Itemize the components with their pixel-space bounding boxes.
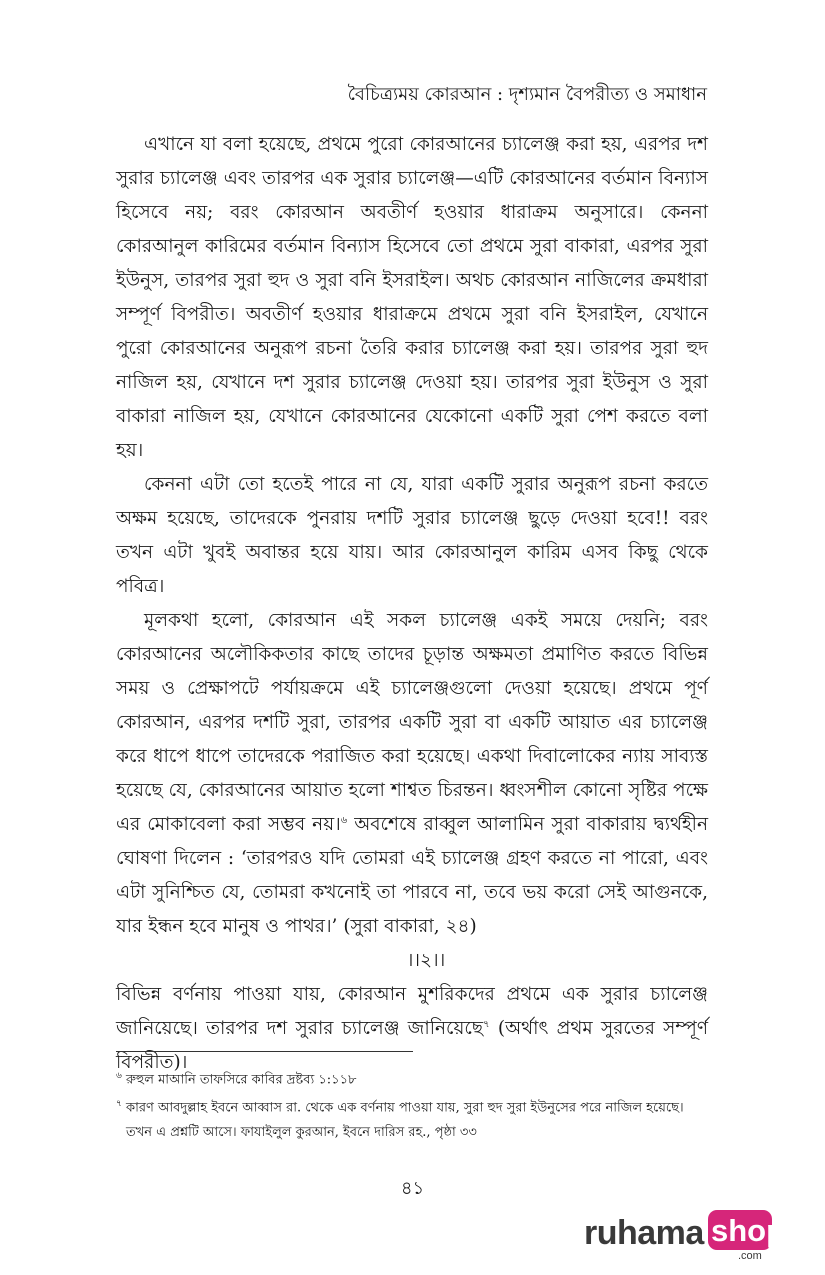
footnote-ref-6[interactable]: ৬ [340, 814, 348, 826]
page-number: ৪১ [400, 1178, 425, 1199]
main-text [116, 128, 708, 1080]
paragraph-3-text-a: মূলকথা হলো, কোরআন এই সকল চ্যালেঞ্জ একই সময়ে দেয়নি; বরং কোরআনের অলৌকিকতার কাছে তাদের চূড়ান্ত অক্ষমতা প্রমাণিত করতে বিভিন্ন সময় ও প্রেক্ষাপটে পর্যায়ক্রমে এই চ্যালেঞ্জগুলো দেওয়া হয়েছে। প্রথমে পূর্ণ কোরআন, এরপর দশটি সুরা, তারপর একটি সুরা বা একটি আয়াত এর চ্যালেঞ্জ করে ধাপে ধাপে তাদেরকে পরাজিত করা হয়েছে। একথা দিবালোকের ন্যায় সাব্যস্ত হয়েছে যে, কোরআনের আয়াত হলো শাশ্বত চিরন্তন। ধ্বংসশীল কোনো সৃষ্টির পক্ষে এর মোকাবেলা করা সম্ভব নয়। [116, 610, 708, 835]
logo-brand-text: ruhama [584, 1214, 704, 1252]
logo-domain-text: .com [738, 1250, 762, 1262]
section-number: ।।২।। [406, 950, 446, 971]
running-header: বৈচিত্র্যময় কোরআন : দৃশ্যমান বৈপরীত্য ও সমাধান [347, 84, 707, 105]
paragraph-3 [116, 604, 708, 944]
footnote-7 [116, 1092, 708, 1144]
footnote-text: রুহুল মাআনি তাফসিরে কাবির দ্রষ্টব্য ১:১১৮ [121, 1072, 357, 1088]
paragraph-3-text-b: অবশেষে রাব্বুল আলামিন সুরা বাকারায় দ্ব্যর্থহীন ঘোষণা দিলেন : ‘তারপরও যদি তোমরা এই চ্যালেঞ্জ গ্রহণ করতে না পারো, এবং এটা সুনিশ্চিত যে, তোমরা কখনোই তা পারবে না, তবে ভয় করো সেই আগুনকে, যার ইন্ধন হবে মানুষ ও পাথর।’ (সুরা বাকারা, ২৪) [116, 814, 708, 937]
paragraph-4-text-b: (অর্থাৎ প্রথম সুরতের সম্পূর্ণ বিপরীত)। [116, 1018, 709, 1073]
footnote-text: কারণ আবদুল্লাহ ইবনে আব্বাস রা. থেকে এক বর্ণনায় পাওয়া যায়, সুরা হুদ সুরা ইউনুসের পরে নাজিল হয়েছে। তখন এ প্রশ্নটি আসে। ফাযাইলুল কুরআন, ইবনে দারিস রহ., পৃষ্ঠা ৩৩ [121, 1100, 684, 1140]
footnote-ref-7[interactable]: ৭ [483, 1018, 490, 1030]
paragraph-4-text-a: বিভিন্ন বর্ণনায় পাওয়া যায়, কোরআন মুশরিকদের প্রথমে এক সুরার চ্যালেঞ্জ জানিয়েছে। তারপর দশ সুরার চ্যালেঞ্জ জানিয়েছে [116, 984, 708, 1039]
footnote-mark: ৭ [116, 1099, 122, 1110]
paragraph-1: এখানে যা বলা হয়েছে, প্রথমে পুরো কোরআনের চ্যালেঞ্জ করা হয়, এরপর দশ সুরার চ্যালেঞ্জ এবং তারপর এক সুরার চ্যালেঞ্জ—এটি কোরআনের বর্তমান বিন্যাস হিসেবে নয়; বরং কোরআন অবতীর্ণ হওয়ার ধারাক্রম অনুসারে। কেননা কোরআনুল কারিমের বর্তমান বিন্যাস হিসেবে তো প্রথমে সুরা বাকারা, এরপর সুরা ইউনুস, তারপর সুরা হুদ ও সুরা বনি ইসরাইল। অথচ কোরআন নাজিলের ক্রমধারা সম্পূর্ণ বিপরীত। অবতীর্ণ হওয়ার ধারাক্রমে প্রথমে সুরা বনি ইসরাইল, যেখানে পুরো কোরআনের অনুরূপ রচনা তৈরি করার চ্যালেঞ্জ করা হয়। তারপর সুরা হুদ নাজিল হয়, যেখানে দশ সুরার চ্যালেঞ্জ দেওয়া হয়। তারপর সুরা ইউনুস ও সুরা বাকারা নাজিল হয়, যেখানে কোরআনের যেকোনো একটি সুরা পেশ করতে বলা হয়। [116, 134, 708, 461]
footnote-mark: ৬ [116, 1071, 122, 1081]
footnote-divider [116, 1051, 413, 1052]
paragraph-2: কেননা এটা তো হতেই পারে না যে, যারা একটি সুরার অনুরূপ রচনা করতে অক্ষম হয়েছে, তাদেরকে পুনরায় দশটি সুরার চ্যালেঞ্জ ছুড়ে দেওয়া হবে!! বরং তখন এটা খুবই অবান্তর হয়ে যায়। আর কোরআনুল কারিম এসব কিছু থেকে পবিত্র। [116, 474, 708, 597]
logo-badge-text: shop [711, 1213, 786, 1248]
footnote-6 [116, 1064, 708, 1092]
ruhamashop-watermark-logo [584, 1210, 786, 1262]
footnotes [116, 1064, 708, 1145]
